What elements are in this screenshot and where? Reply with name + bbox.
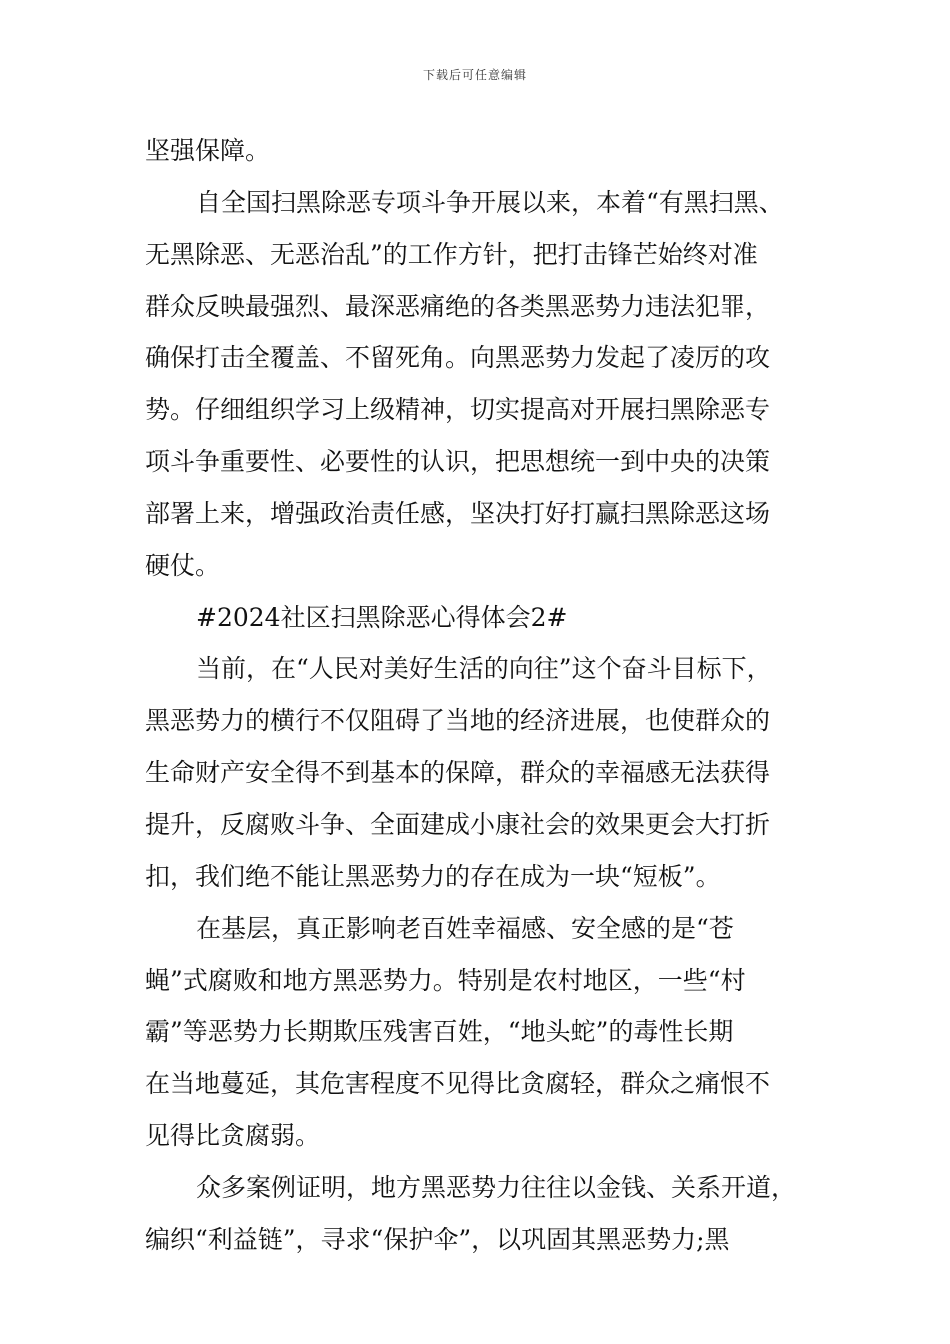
text-line: 自全国扫黑除恶专项斗争开展以来，本着“有黑扫黑、 bbox=[196, 187, 784, 217]
text-line: 霸”等恶势力长期欺压残害百姓，“地头蛇”的毒性长期 bbox=[145, 1017, 734, 1047]
text-line: 黑恶势力的横行不仅阻碍了当地的经济进展，也使群众的 bbox=[145, 706, 771, 736]
text-line: 蝇”式腐败和地方黑恶势力。特别是农村地区，一些“村 bbox=[145, 965, 746, 995]
text-line: 编织“利益链”，寻求“保护伞”，以巩固其黑恶势力;黑 bbox=[145, 1224, 730, 1254]
text-line: 项斗争重要性、必要性的认识，把思想统一到中央的决策 bbox=[145, 447, 771, 477]
document-body bbox=[145, 125, 835, 1266]
text-line: 坚强保障。 bbox=[145, 136, 271, 165]
text-line: 当前，在“人民对美好生活的向往”这个奋斗目标下， bbox=[196, 654, 772, 684]
text-line: 提升，反腐败斗争、全面建成小康社会的效果更会大打折 bbox=[145, 809, 771, 839]
text-line: 在当地蔓延，其危害程度不见得比贪腐轻，群众之痛恨不 bbox=[145, 1069, 771, 1099]
text-line: 扣，我们绝不能让黑恶势力的存在成为一块“短板”。 bbox=[145, 861, 721, 891]
text-line: 生命财产安全得不到基本的保障，群众的幸福感无法获得 bbox=[145, 758, 771, 788]
text-line: 众多案例证明，地方黑恶势力往往以金钱、关系开道， bbox=[196, 1172, 797, 1202]
text-line: 确保打击全覆盖、不留死角。向黑恶势力发起了凌厉的攻 bbox=[145, 343, 771, 373]
text-line: 无黑除恶、无恶治乱”的工作方针，把打击锋芒始终对准 bbox=[145, 239, 758, 269]
text-line: 硬仗。 bbox=[145, 550, 221, 580]
text-line: 见得比贪腐弱。 bbox=[145, 1121, 321, 1151]
section-heading: #2024社区扫黑除恶心得体会2# bbox=[196, 602, 568, 632]
page-header: 下载后可任意编辑 bbox=[422, 68, 527, 82]
text-line: 群众反映最强烈、最深恶痛绝的各类黑恶势力违法犯罪， bbox=[145, 291, 771, 321]
text-line: 部署上来，增强政治责任感，坚决打好打赢扫黑除恶这场 bbox=[145, 498, 771, 528]
text-line: 势。仔细组织学习上级精神，切实提高对开展扫黑除恶专 bbox=[145, 395, 771, 425]
text-line: 在基层，真正影响老百姓幸福感、安全感的是“苍 bbox=[196, 913, 734, 943]
